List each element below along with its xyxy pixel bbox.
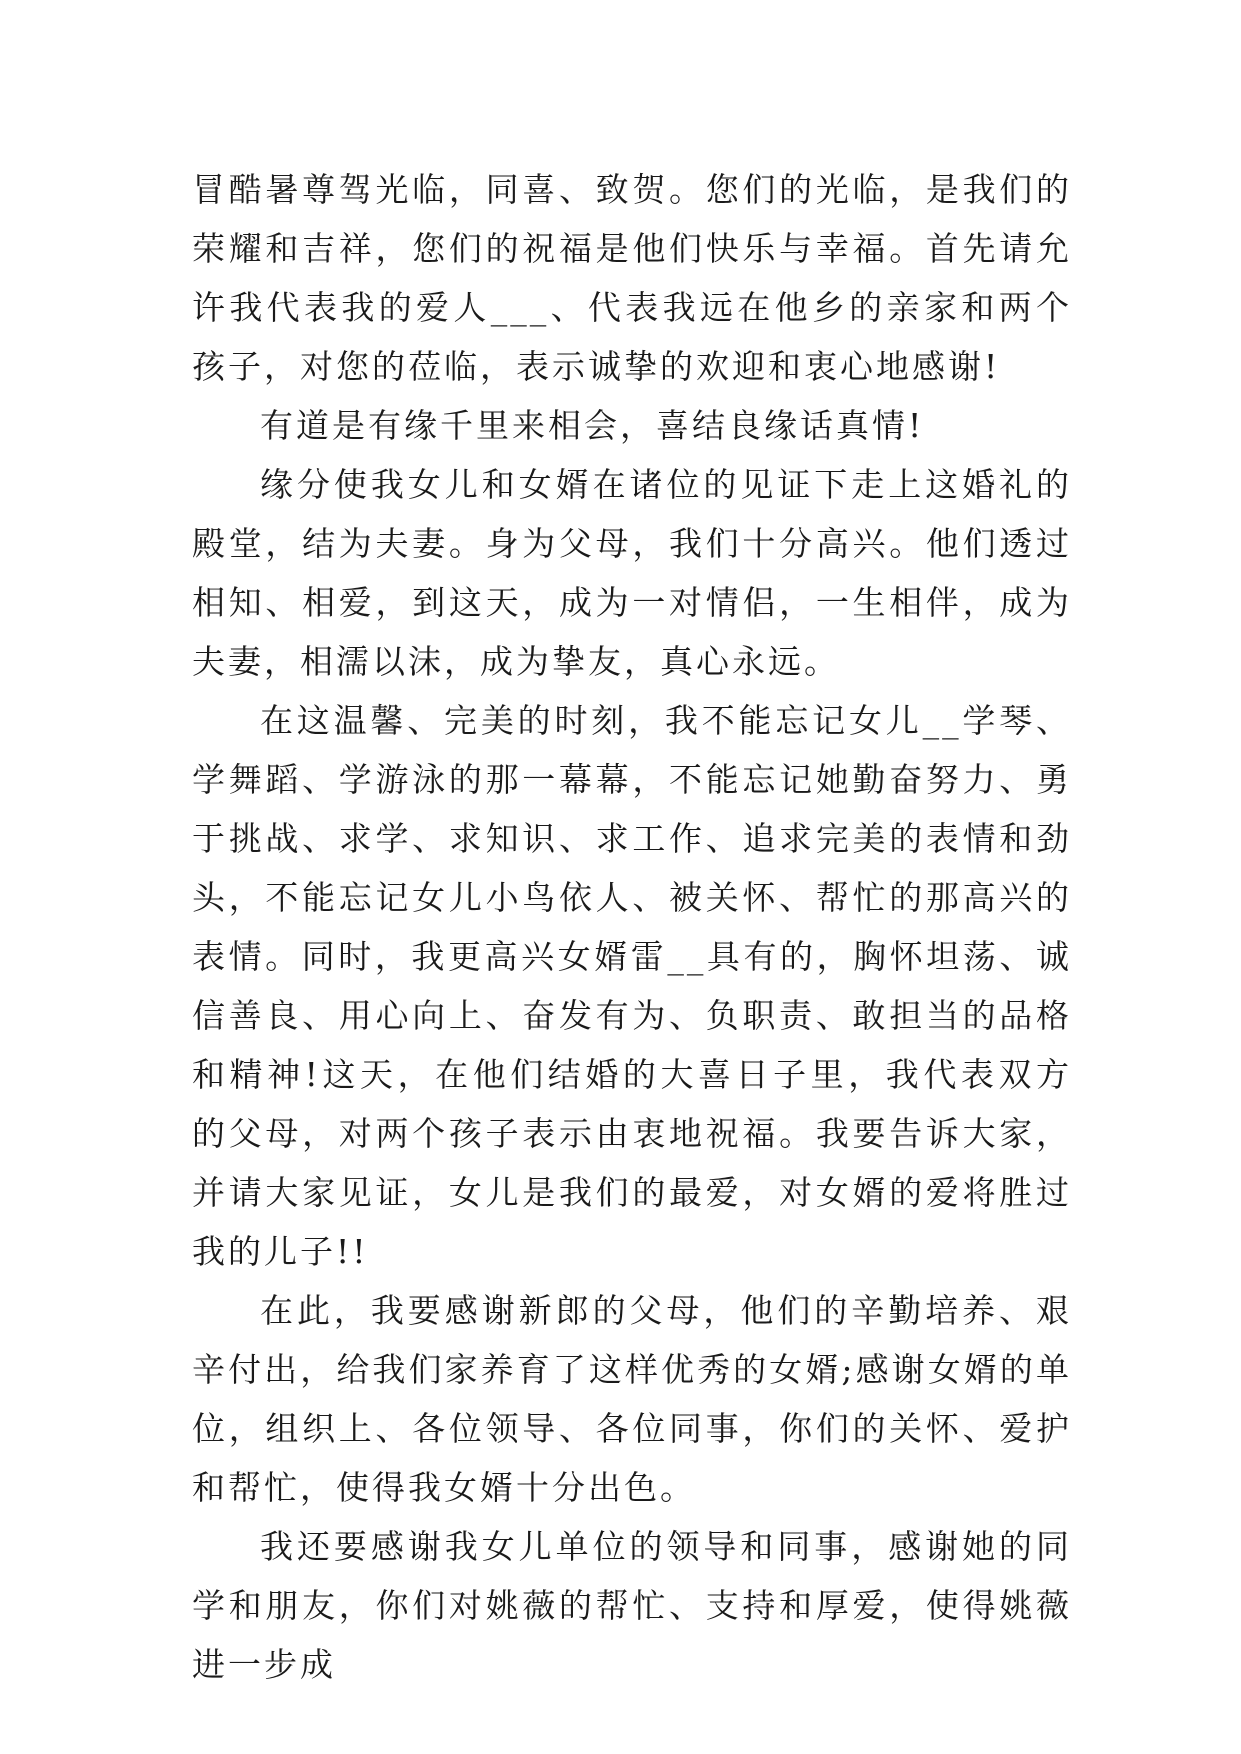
paragraph-fate-saying: 有道是有缘千里来相会，喜结良缘话真情!: [260, 406, 925, 445]
paragraph-welcome-continuation: 冒酷暑尊驾光临，同喜、致贺。您们的光临，是我们的荣耀和吉祥，您们的祝福是他们快乐与幸福。首先请允许我代表我的爱人___、代表我远在他乡的亲家和两个孩子，对您的莅临，表示诚挚的欢迎和衷心地感谢!: [192, 170, 1072, 386]
document-page: [192, 160, 1072, 1694]
paragraph-memories: 在这温馨、完美的时刻，我不能忘记女儿__学琴、学舞蹈、学游泳的那一幕幕，不能忘记她勤奋努力、勇于挑战、求学、求知识、求工作、追求完美的表情和劲头，不能忘记女儿小鸟依人、被关怀、帮忙的那高兴的表情。同时，我更高兴女婿雷__具有的，胸怀坦荡、诚信善良、用心向上、奋发有为、负职责、敢担当的品格和精神!这天，在他们结婚的大喜日子里，我代表双方的父母，对两个孩子表示由衷地祝福。我要告诉大家，并请大家见证，女儿是我们的最爱，对女婿的爱将胜过我的儿子!!: [192, 701, 1072, 1271]
paragraph-marriage: 缘分使我女儿和女婿在诸位的见证下走上这婚礼的殿堂，结为夫妻。身为父母，我们十分高兴。他们透过相知、相爱，到这天，成为一对情侣，一生相伴，成为夫妻，相濡以沫，成为挚友，真心永远。: [192, 465, 1072, 681]
paragraph-thanks-groom-parents: 在此，我要感谢新郎的父母，他们的辛勤培养、艰辛付出，给我们家养育了这样优秀的女婿;感谢女婿的单位，组织上、各位领导、各位同事，你们的关怀、爱护和帮忙，使得我女婿十分出色。: [192, 1291, 1072, 1507]
paragraph-thanks-colleagues: 我还要感谢我女儿单位的领导和同事，感谢她的同学和朋友，你们对姚薇的帮忙、支持和厚爱，使得姚薇进一步成: [192, 1527, 1072, 1684]
